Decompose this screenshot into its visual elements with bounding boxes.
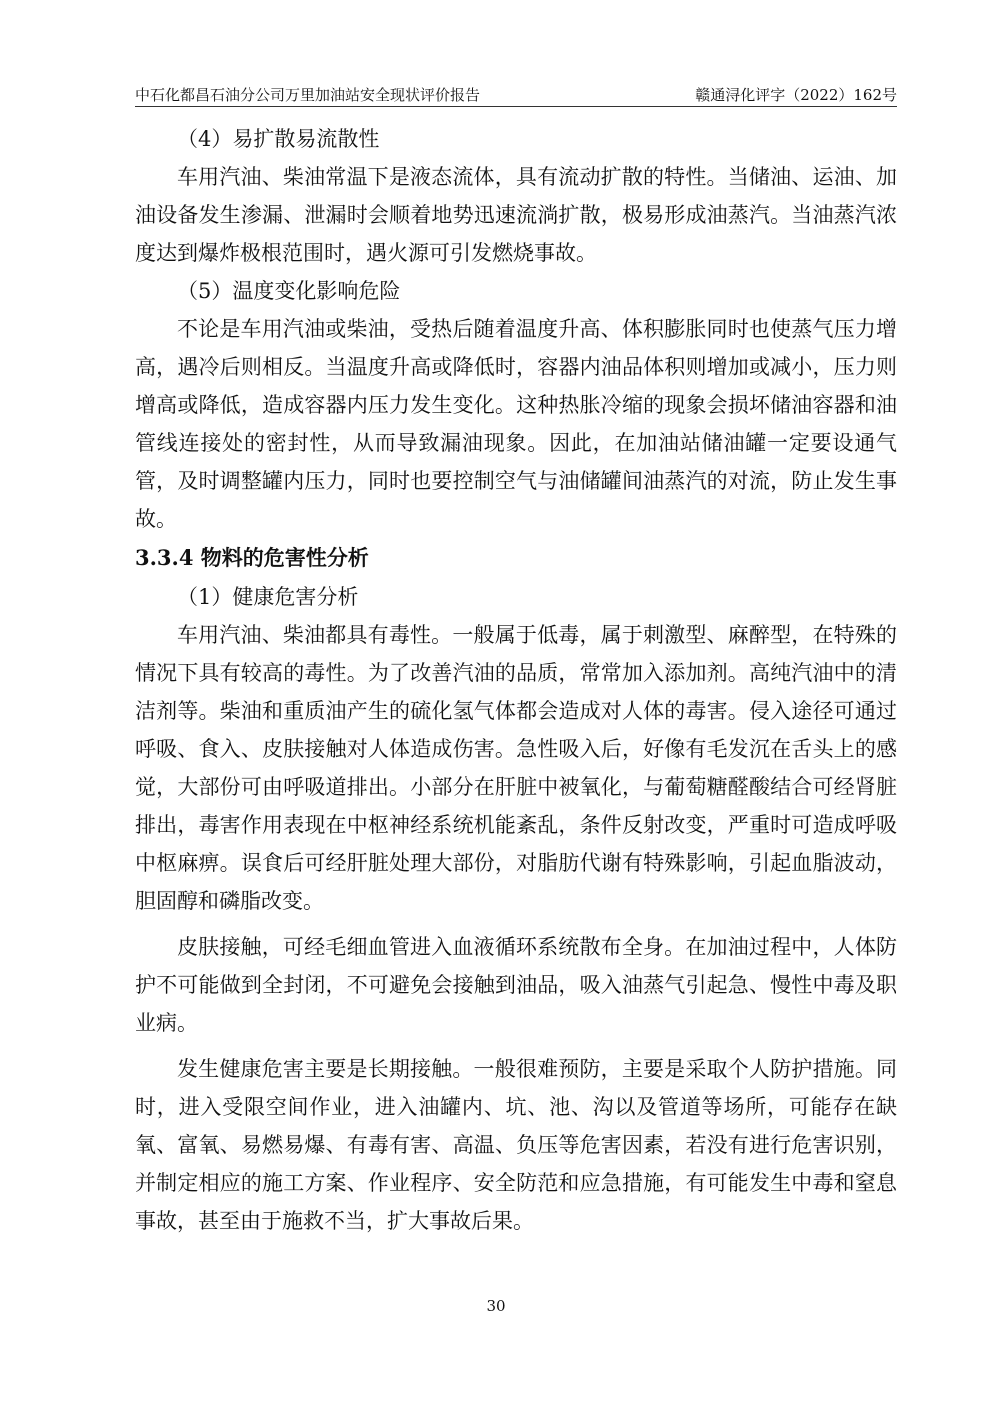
page-header [135, 82, 897, 107]
header-report-title: 中石化都昌石油分公司万里加油站安全现状评价报告 [135, 86, 481, 104]
page-content [135, 120, 897, 1240]
section-5-title: （5）温度变化影响危险 [177, 279, 401, 303]
health-hazard-paragraph-2: 皮肤接触，可经毛细血管进入血液循环系统散布全身。在加油过程中，人体防护不可能做到全封闭，不可避免会接触到油品，吸入油蒸气引起急、慢性中毒及职业病。 [135, 935, 897, 1035]
section-1-title: （1）健康危害分析 [177, 585, 359, 609]
heading-3-3-4: 3.3.4 物料的危害性分析 [135, 545, 369, 570]
page-number: 30 [486, 1297, 506, 1315]
section-4-title: （4）易扩散易流散性 [177, 127, 380, 151]
health-hazard-paragraph-1: 车用汽油、柴油都具有毒性。一般属于低毒，属于刺激型、麻醉型，在特殊的情况下具有较高的毒性。为了改善汽油的品质，常常加入添加剂。高纯汽油中的清洁剂等。柴油和重质油产生的硫化氢气体都会造成对人体的毒害。侵入途径可通过呼吸、食入、皮肤接触对人体造成伤害。急性吸入后，好像有毛发沉在舌头上的感觉，大部份可由呼吸道排出。小部分在肝脏中被氧化，与葡萄糖醛酸结合可经肾脏排出，毒害作用表现在中枢神经系统机能紊乱，条件反射改变，严重时可造成呼吸中枢麻痹。误食后可经肝脏处理大部份，对脂肪代谢有特殊影响，引起血脂波动，胆固醇和磷脂改变。 [135, 623, 897, 913]
health-hazard-paragraph-3: 发生健康危害主要是长期接触。一般很难预防，主要是采取个人防护措施。同时，进入受限空间作业，进入油罐内、坑、池、沟以及管道等场所，可能存在缺氧、富氧、易燃易爆、有毒有害、高温、负压等危害因素，若没有进行危害识别，并制定相应的施工方案、作业程序、安全防范和应急措施，有可能发生中毒和窒息事故，甚至由于施救不当，扩大事故后果。 [135, 1057, 897, 1233]
section-4-paragraph: 车用汽油、柴油常温下是液态流体，具有流动扩散的特性。当储油、运油、加油设备发生渗漏、泄漏时会顺着地势迅速流淌扩散，极易形成油蒸汽。当油蒸汽浓度达到爆炸极根范围时，遇火源可引发燃烧事故。 [135, 165, 897, 265]
header-report-number: 赣通浔化评字（2022）162号 [695, 86, 897, 104]
section-5-paragraph: 不论是车用汽油或柴油，受热后随着温度升高、体积膨胀同时也使蒸气压力增高，遇冷后则相反。当温度升高或降低时，容器内油品体积则增加或减小，压力则增高或降低，造成容器内压力发生变化。这种热胀冷缩的现象会损坏储油容器和油管线连接处的密封性，从而导致漏油现象。因此，在加油站储油罐一定要设通气管，及时调整罐内压力，同时也要控制空气与油储罐间油蒸汽的对流，防止发生事故。 [135, 317, 897, 531]
